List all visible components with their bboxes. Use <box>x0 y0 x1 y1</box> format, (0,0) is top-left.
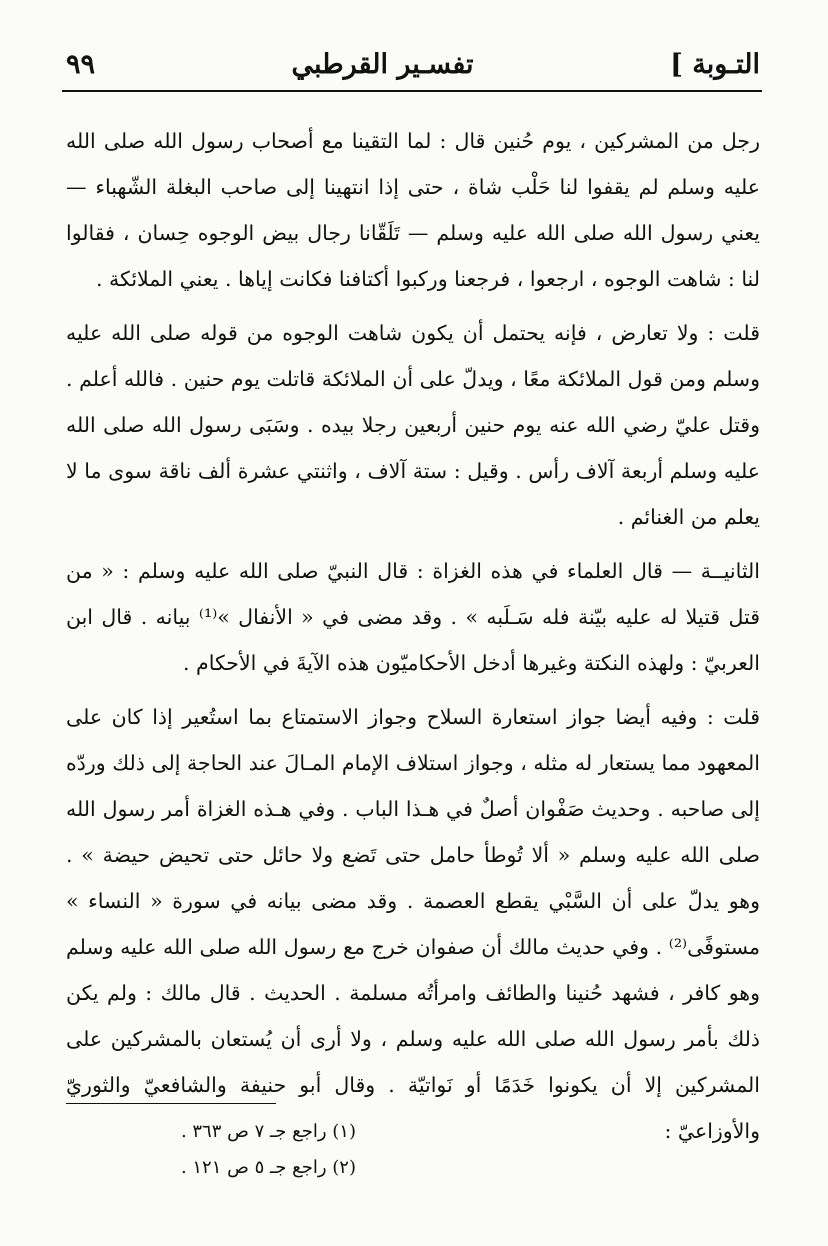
header-rule <box>62 90 762 92</box>
page-number: ٩٩ <box>66 48 96 80</box>
book-title: تفسـير القرطبي <box>291 48 474 80</box>
paragraph: قلت : وفيه أيضا جواز استعارة السلاح وجواز الاستمتاع بما استُعير إذا كان على المعهود مما يستعار له مثله ، وجواز استلاف الإمام المـالَ عند الحاجة إلى ذلك وردّه إلى صاحبه . وحديث صَفْوان أصلٌ في هـذا الباب . وفي هـذه الغزاة أمر رسول الله صلى الله عليه وسلم « ألا تُوطأ حامل حتى تَضع ولا حائل حتى تحيض حيضة » . وهو يدلّ على أن السَّبْي يقطع العصمة . وقد مضى بيانه في سورة « النساء » مستوفًى⁽²⁾ . وفي حديث مالك أن صفوان خرج مع رسول الله صلى الله عليه وسلم وهو كافر ، فشهد حُنينا والطائف وامرأتُه مسلمة . الحديث . قال مالك : ولم يكن ذلك بأمر رسول الله صلى الله عليه وسلم ، ولا أرى أن يُستعان بالمشركين على المشركين إلا أن يكونوا خَدَمًا أو نَواتيّة . وقال أبو حنيفة والشافعيّ والثوريّ والأوزاعيّ : <box>66 705 760 1143</box>
running-header <box>66 44 760 84</box>
footnote-rule <box>66 1103 276 1104</box>
paragraph: قلت : ولا تعارض ، فإنه يحتمل أن يكون شاهت الوجوه من قوله صلى الله عليه وسلم ومن قول الملائكة معًا ، ويدلّ على أن الملائكة قاتلت يوم حنين . فالله أعلم . وقتل عليّ رضي الله عنه يوم حنين أربعين رجلا بيده . وسَبَى رسول الله صلى الله عليه وسلم أربعة آلاف رأس . وقيل : ستة آلاف ، واثنتي عشرة ألف ناقة سوى ما لا يعلم من الغنائم . <box>66 321 760 529</box>
paragraph: رجل من المشركين ، يوم حُنين قال : لما التقينا مع أصحاب رسول الله صلى الله عليه وسلم لم يقفوا لنا حَلْب شاة ، حتى إذا انتهينا إلى صاحب البغلة الشّهباء — يعني رسول الله صلى الله عليه وسلم — تَلَقّانا رجال بيض الوجوه حِسان ، فقالوا لنا : شاهت الوجوه ، ارجعوا ، فرجعنا وركبوا أكتافنا فكانت إياها . يعني الملائكة . <box>66 129 760 291</box>
paragraph: الثانيــة — قال العلماء في هذه الغزاة : قال النبيّ صلى الله عليه وسلم : « من قتل قتيلا له عليه بيّنة فله سَـلَبه » . وقد مضى في « الأنفال »⁽¹⁾ بيانه . قال ابن العربيّ : ولهذه النكتة وغيرها أدخل الأحكاميّون هذه الآيةَ في الأحكام . <box>66 559 760 675</box>
main-text <box>66 118 760 1162</box>
footnote: (٢) راجع جـ ٥ ص ١٢١ . <box>180 1157 356 1178</box>
footnotes <box>66 1114 356 1186</box>
footnote: (١) راجع جـ ٧ ص ٣٦٣ . <box>180 1121 356 1142</box>
chapter-name: التـوبة ] <box>670 48 760 80</box>
